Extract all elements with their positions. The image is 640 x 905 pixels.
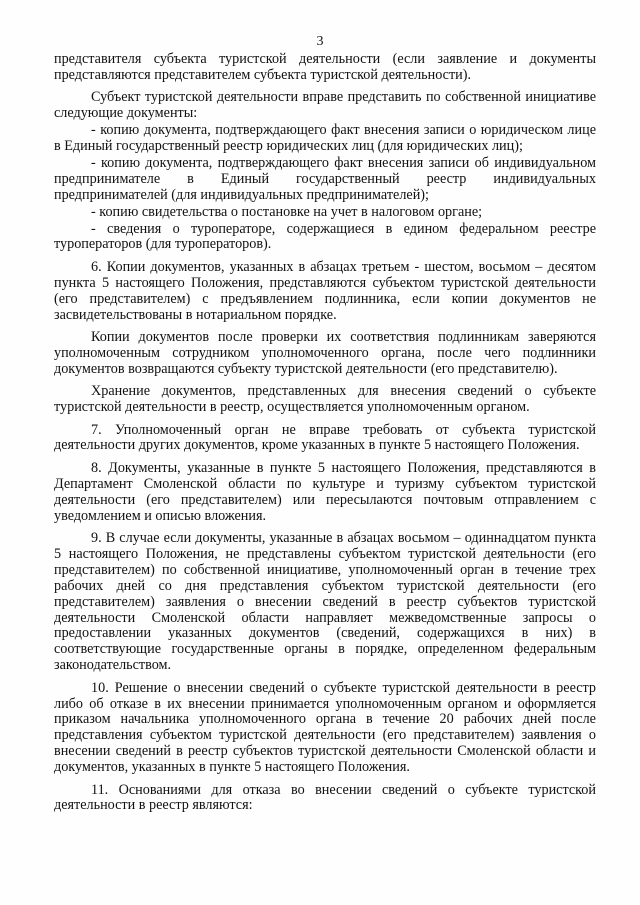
paragraph-continuation: представителя субъекта туристской деятельности (если заявление и документы представляются представителем субъекта туристской деятельности). [54,51,596,83]
list-item-tax-registration: - копию свидетельства о постановке на учет в налоговом органе; [91,203,483,220]
page-number: 3 [316,34,324,49]
clause-6: 6. Копии документов, указанных в абзацах третьем - шестом, восьмом – десятом пункта 5 настоящего Положения, представляются субъектом туристской деятельности (его представителем) с предъявлением подлинника, если копии документов не засвидетельствованы в нотариальном порядке. [54,258,596,323]
clause-8: 8. Документы, указанные в пункте 5 настоящего Положения, представляются в Департамент Смоленской области по культуре и туризму субъектом туристской деятельности (его представителем) или пересылаются почтовым отправлением с уведомлением и описью вложения. [54,459,596,524]
clause-7: 7. Уполномоченный орган не вправе требовать от субъекта туристской деятельности других документов, кроме указанных в пункте 5 настоящего Положения. [54,421,596,454]
list-item-entrepreneur-record: - копию документа, подтверждающего факт внесения записи об индивидуальном предпринимателе в Единый государственный реестр индивидуальных предпринимателей (для индивидуальных предпринимателей); [54,154,596,203]
clause-11: 11. Основаниями для отказа во внесении сведений о субъекте туристской деятельности в реестр являются: [54,781,596,814]
document-body [54,52,596,821]
clause-10: 10. Решение о внесении сведений о субъекте туристской деятельности в реестр либо об отказе в их внесении принимается уполномоченным органом и оформляется приказом начальника уполномоченного органа в течение 20 рабочих дней после представления субъектом туристской деятельности (его представителем) заявления о внесении сведений в реестр субъектов туристской деятельности Смоленской области и документов, указанных в пункте 5 настоящего Положения. [54,679,596,776]
paragraph-optional-documents-intro: Субъект туристской деятельности вправе представить по собственной инициативе следующие документы: [54,89,596,122]
list-item-legal-entity-record: - копию документа, подтверждающего факт внесения записи о юридическом лице в Единый государственный реестр юридических лиц (для юридических лиц); [54,122,596,155]
clause-6-copies-certification: Копии документов после проверки их соответствия подлинникам заверяются уполномоченным сотрудником уполномоченного органа, после чего подлинники документов возвращаются субъекту туристской деятельности (его представителю). [54,329,596,377]
clause-9: 9. В случае если документы, указанные в абзацах восьмом – одиннадцатом пункта 5 настоящего Положения, не представлены субъектом туристской деятельности (его представителем) по собственной инициативе, уполномоченный орган в течение трех рабочих дней со дня представления субъектом туристской деятельности (его представителем) заявления о внесении сведений в реестр субъектов туристской деятельности Смоленской области направляет межведомственные запросы о предоставлении указанных документов (сведений, содержащихся в них) в соответствующие государственные органы в порядке, определенном федеральным законодательством. [54,529,596,674]
list-item-tour-operator-register: - сведения о туроператоре, содержащиеся в едином федеральном реестре туроператоров (для туроператоров). [54,220,596,253]
clause-6-document-storage: Хранение документов, представленных для внесения сведений о субъекте туристской деятельности в реестр, осуществляется уполномоченным органом. [54,383,596,416]
